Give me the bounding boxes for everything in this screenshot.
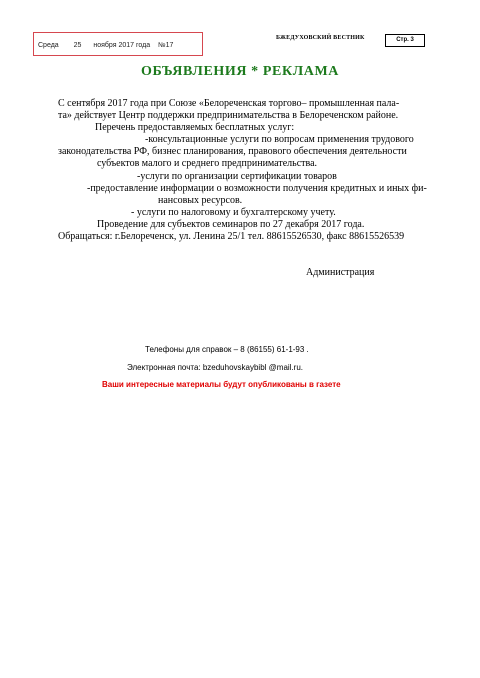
body-line: законодательства РФ, бизнес планирования, правового обеспечения деятельности bbox=[58, 146, 407, 157]
body-line: -услуги по организации сертификации товаров bbox=[137, 171, 337, 182]
body-line: -предоставление информации о возможности получения кредитных и иных фи- bbox=[87, 183, 427, 194]
promo-line: Ваши интересные материалы будут опубликованы в газете bbox=[102, 380, 341, 389]
body-line: Обращаться: г.Белореченск, ул. Ленина 25/1 тел. 88615526530, факс 88615526539 bbox=[58, 231, 405, 242]
body-line: нансовых ресурсов. bbox=[158, 195, 243, 206]
page-number: Стр. 3 bbox=[385, 34, 425, 47]
email-line: Электронная почта: bzeduhovskaybibl @mail.ru. bbox=[127, 363, 304, 372]
phone-line: Телефоны для справок – 8 (86155) 61-1-93 . bbox=[145, 345, 309, 354]
body-line: С сентября 2017 года при Союзе «Белореченская торгово– промышленная пала- bbox=[58, 98, 400, 109]
issue-number: №17 bbox=[158, 42, 174, 49]
body-line: Проведение для субъектов семинаров по 27 декабря 2017 года. bbox=[97, 219, 365, 230]
body-line: субъектов малого и среднего предпринимательства. bbox=[97, 158, 318, 169]
issue-date-box bbox=[33, 32, 203, 56]
body-line: - услуги по налоговому и бухгалтерскому учету. bbox=[131, 207, 336, 218]
newspaper-name: БЖЕДУХОВСКИЙ ВЕСТНИК bbox=[276, 35, 365, 41]
signature: Администрация bbox=[306, 267, 375, 278]
date-month-year: ноября 2017 года bbox=[93, 42, 151, 49]
section-title: ОБЪЯВЛЕНИЯ * РЕКЛАМА bbox=[141, 64, 339, 79]
body-line: та» действует Центр поддержки предпринимательства в Белореченском районе. bbox=[58, 110, 399, 121]
body-line: Перечень предоставляемых бесплатных услуг: bbox=[95, 122, 295, 133]
body-line: -консультационные услуги по вопросам применения трудового bbox=[145, 134, 414, 145]
date-number: 25 bbox=[73, 42, 82, 49]
weekday: Среда bbox=[38, 42, 59, 49]
